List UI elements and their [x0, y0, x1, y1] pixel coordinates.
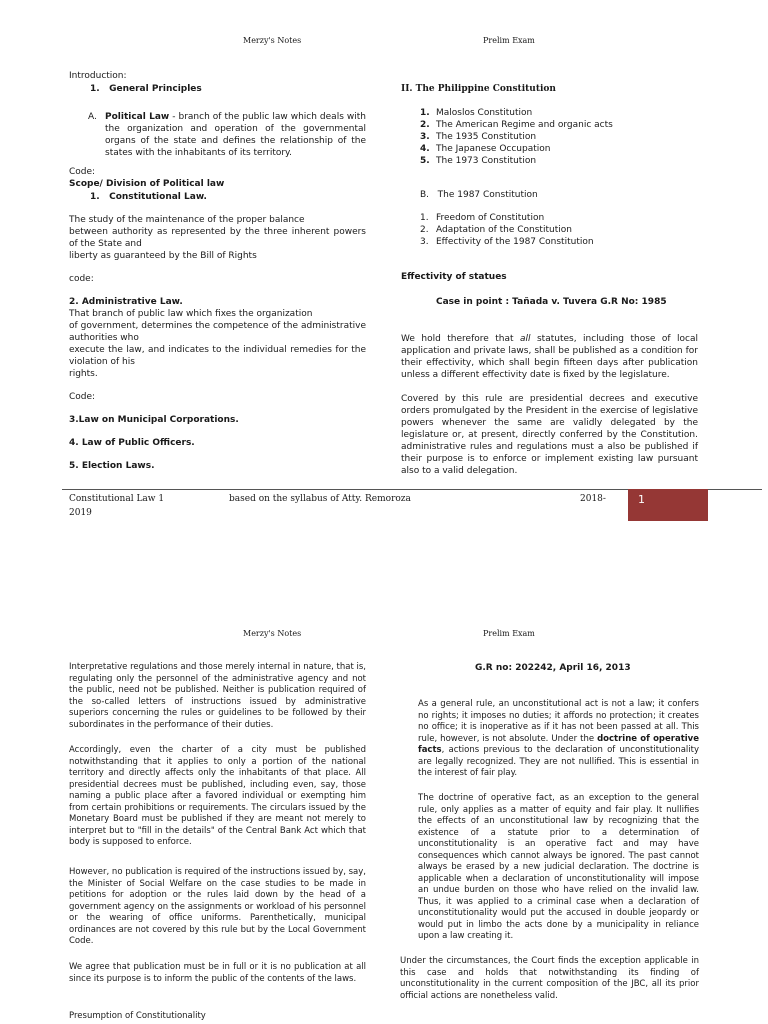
political-law-term: Political Law: [105, 112, 170, 122]
operative-facts-term: doctrine of operative facts: [418, 733, 699, 755]
page-number: 1: [638, 493, 645, 506]
study-line-2: between authority as represented by the three inherent powers of the State and: [69, 227, 366, 249]
operative-para-end: , actions previous to the declaration of unconstitutionality are legally recognized. They are not nullified. This is essential in the interest of fair play.: [418, 745, 699, 778]
footer-course: Constitutional Law 1: [69, 494, 165, 504]
constitution-1987-item: [420, 189, 538, 201]
case-in-point: Case in point : Tañada v. Tuvera G.R No: 1985: [436, 297, 667, 307]
municipal-corporations-heading: 3.Law on Municipal Corporations.: [69, 415, 239, 425]
list-item-number: 2.: [420, 120, 430, 130]
code-label-3: Code:: [69, 392, 96, 402]
scope-heading: Scope/ Division of Political law: [69, 179, 225, 189]
political-law-def-rest: the organization and operation of the governmental organs of the state and defines the relationship of the states with the inhabitants of its territory.: [105, 124, 366, 158]
const-label: Constitutional Law.: [109, 192, 207, 202]
code-label-2: code:: [69, 274, 94, 284]
footer-syllabus: based on the syllabus of Atty. Remoroza: [229, 494, 411, 504]
list-item: [420, 119, 613, 131]
general-label: General Principles: [109, 84, 202, 94]
operative-facts-paragraph: [418, 699, 699, 780]
list-item-text: The 1973 Constitution: [436, 156, 537, 166]
general-number: 1.: [90, 84, 100, 94]
general-principles-heading: [90, 83, 202, 95]
constitution-history-list: [420, 107, 613, 167]
page-number-box: [628, 489, 708, 521]
list-item-number: 4.: [420, 144, 430, 154]
political-law-definition: [105, 111, 366, 159]
list-item: [420, 212, 594, 224]
study-line-1: The study of the maintenance of the proper balance: [69, 215, 305, 225]
admin-line-3: execute the law, and indicates to the individual remedies for the violation of his: [69, 345, 366, 367]
footer-left: [69, 492, 164, 520]
court-finding-paragraph: Under the circumstances, the Court finds the exception applicable in this case and holds that notwithstanding its finding of unconstitutionality in the current composition of the JBC, all its prior official actions are nonetheless valid.: [400, 956, 699, 1001]
list-item: [420, 155, 613, 167]
para1-end: statutes, including those of local application and private laws, shall be published as a condition for their effectivity, which shall begin fifteen days after publication unless a different effectivity date is fixed by the legislature.: [401, 334, 699, 380]
operative-para-start: As a general rule, an unconstitutional act is not a law; it confers no rights; it imposes no duties; it affords no protection; it creates no office; it is inoperative as if it has not been passed at all. This rule, however, is not absolute. Under the: [418, 699, 699, 744]
list-item-number: 5.: [420, 156, 430, 166]
covered-rule-paragraph: Covered by this rule are presidential decrees and executive orders promulgated by the President in the exercise of legislative powers whenever the same are validly delegated by the legislature or, at present, directly conferred by the Constitution. administrative rules and regulations must a also be published if their purpose is to enforce or implement existing law pursuant also to a valid delegation.: [401, 394, 698, 476]
tanada-holding-paragraph: [401, 333, 698, 381]
no-publication-paragraph: However, no publication is required of the instructions issued by, say, the Minister of Social Welfare on the case studies to be made in petitions for adoption or the rules laid down by the head of a government agency on the assignments or workload of his personnel or the wearing of office uniforms. Parenthetically, municipal ordinances are not covered by this rule but by the Local Government Code.: [69, 867, 366, 946]
list-item-text: Adaptation of the Constitution: [436, 225, 572, 235]
b-text: The 1987 Constitution: [437, 190, 538, 200]
philippine-constitution-heading: II. The Philippine Constitution: [401, 84, 556, 94]
full-publication-paragraph: We agree that publication must be in full or it is no publication at all since its purpose is to inform the public of the contents of the laws.: [69, 962, 366, 984]
constitutional-law-heading: [90, 191, 207, 203]
list-item: [420, 107, 613, 119]
list-item: [420, 236, 594, 248]
para1-all: all: [519, 334, 531, 344]
list-item: [420, 224, 594, 236]
presumption-heading: Presumption of Constitutionality: [69, 1011, 206, 1021]
constitution-1987-list: [420, 212, 594, 248]
political-law-letter: A.: [88, 112, 97, 122]
list-item-text: The American Regime and organic acts: [436, 120, 613, 130]
page2-header-left: Merzy's Notes: [243, 629, 302, 638]
b-letter: B.: [420, 190, 430, 200]
admin-line-1: That branch of public law which fixes the organization: [69, 309, 313, 319]
page1-header-right: Prelim Exam: [483, 36, 535, 45]
interpretative-regulations-paragraph: Interpretative regulations and those merely internal in nature, that is, regulating only the personnel of the administrative agency and not the public, need not be published. Neither is publication required of the so-called letters of instructions issued by administrative superiors concerning the rules or guidelines to be followed by their subordinates in the performance of their duties.: [69, 662, 366, 730]
election-laws-heading: 5. Election Laws.: [69, 461, 155, 471]
admin-line-2: of government, determines the competence of the administrative authorities who: [69, 321, 366, 343]
const-number: 1.: [90, 192, 100, 202]
page2-header-right: Prelim Exam: [483, 629, 535, 638]
study-line-3: liberty as guaranteed by the Bill of Rights: [69, 251, 257, 261]
operative-fact-exception-paragraph: The doctrine of operative fact, as an exception to the general rule, only applies as a matter of equity and fair play. It nullifies the effects of an unconstitutional law by recognizing that the existence of a statute prior to a determination of unconstitutionality is an operative fact and may have consequences which cannot always be ignored. The past cannot always be erased by a new judicial declaration. The doctrine is applicable when a declaration of unconstitutionality will impose an undue burden on those who have relied on the invalid law. Thus, it was applied to a criminal case when a declaration of unconstitutionality would put the accused in double jeopardy or would put in limbo the acts done by a municipality in reliance upon a law creating it.: [418, 793, 699, 941]
list-item: [420, 131, 613, 143]
list-item-text: The Japanese Occupation: [436, 144, 551, 154]
list-item-text: Freedom of Constitution: [436, 213, 545, 223]
administrative-law-definition: [69, 308, 366, 380]
list-item-text: Effectivity of the 1987 Constitution: [436, 237, 594, 247]
code-label-1: Code:: [69, 167, 96, 177]
footer-year: 2019: [69, 508, 92, 518]
administrative-law-heading: 2. Administrative Law.: [69, 297, 183, 307]
political-law-def-first: - branch of the public law which deals with: [169, 112, 366, 122]
footer-year-range: 2018-: [580, 494, 606, 504]
intro-label: Introduction:: [69, 71, 127, 81]
list-item-number: 1.: [420, 108, 430, 118]
list-item-number: 1.: [420, 213, 429, 223]
list-item-number: 3.: [420, 237, 429, 247]
list-item-number: 3.: [420, 132, 430, 142]
list-item: [420, 143, 613, 155]
list-item-number: 2.: [420, 225, 429, 235]
gr-number-heading: G.R no: 202242, April 16, 2013: [475, 663, 631, 673]
para1-start: We hold therefore that: [401, 334, 520, 344]
effectivity-heading: Effectivity of statues: [401, 272, 507, 282]
admin-line-4: rights.: [69, 369, 98, 379]
public-officers-heading: 4. Law of Public Officers.: [69, 438, 195, 448]
charter-paragraph: Accordingly, even the charter of a city must be published notwithstanding that it applies to only a portion of the national territory and directly affects only the inhabitants of that place. All presidential decrees must be published, including even, say, those naming a public place after a favored individual or exempting him from certain prohibitions or requirements. The circulars issued by the Monetary Board must be published if they are meant not merely to interpret but to "fill in the details" of the Central Bank Act which that body is supposed to enforce.: [69, 745, 366, 847]
constitutional-law-definition: [69, 214, 366, 262]
list-item-text: Maloslos Constitution: [436, 108, 533, 118]
list-item-text: The 1935 Constitution: [436, 132, 537, 142]
page1-header-left: Merzy's Notes: [243, 36, 302, 45]
